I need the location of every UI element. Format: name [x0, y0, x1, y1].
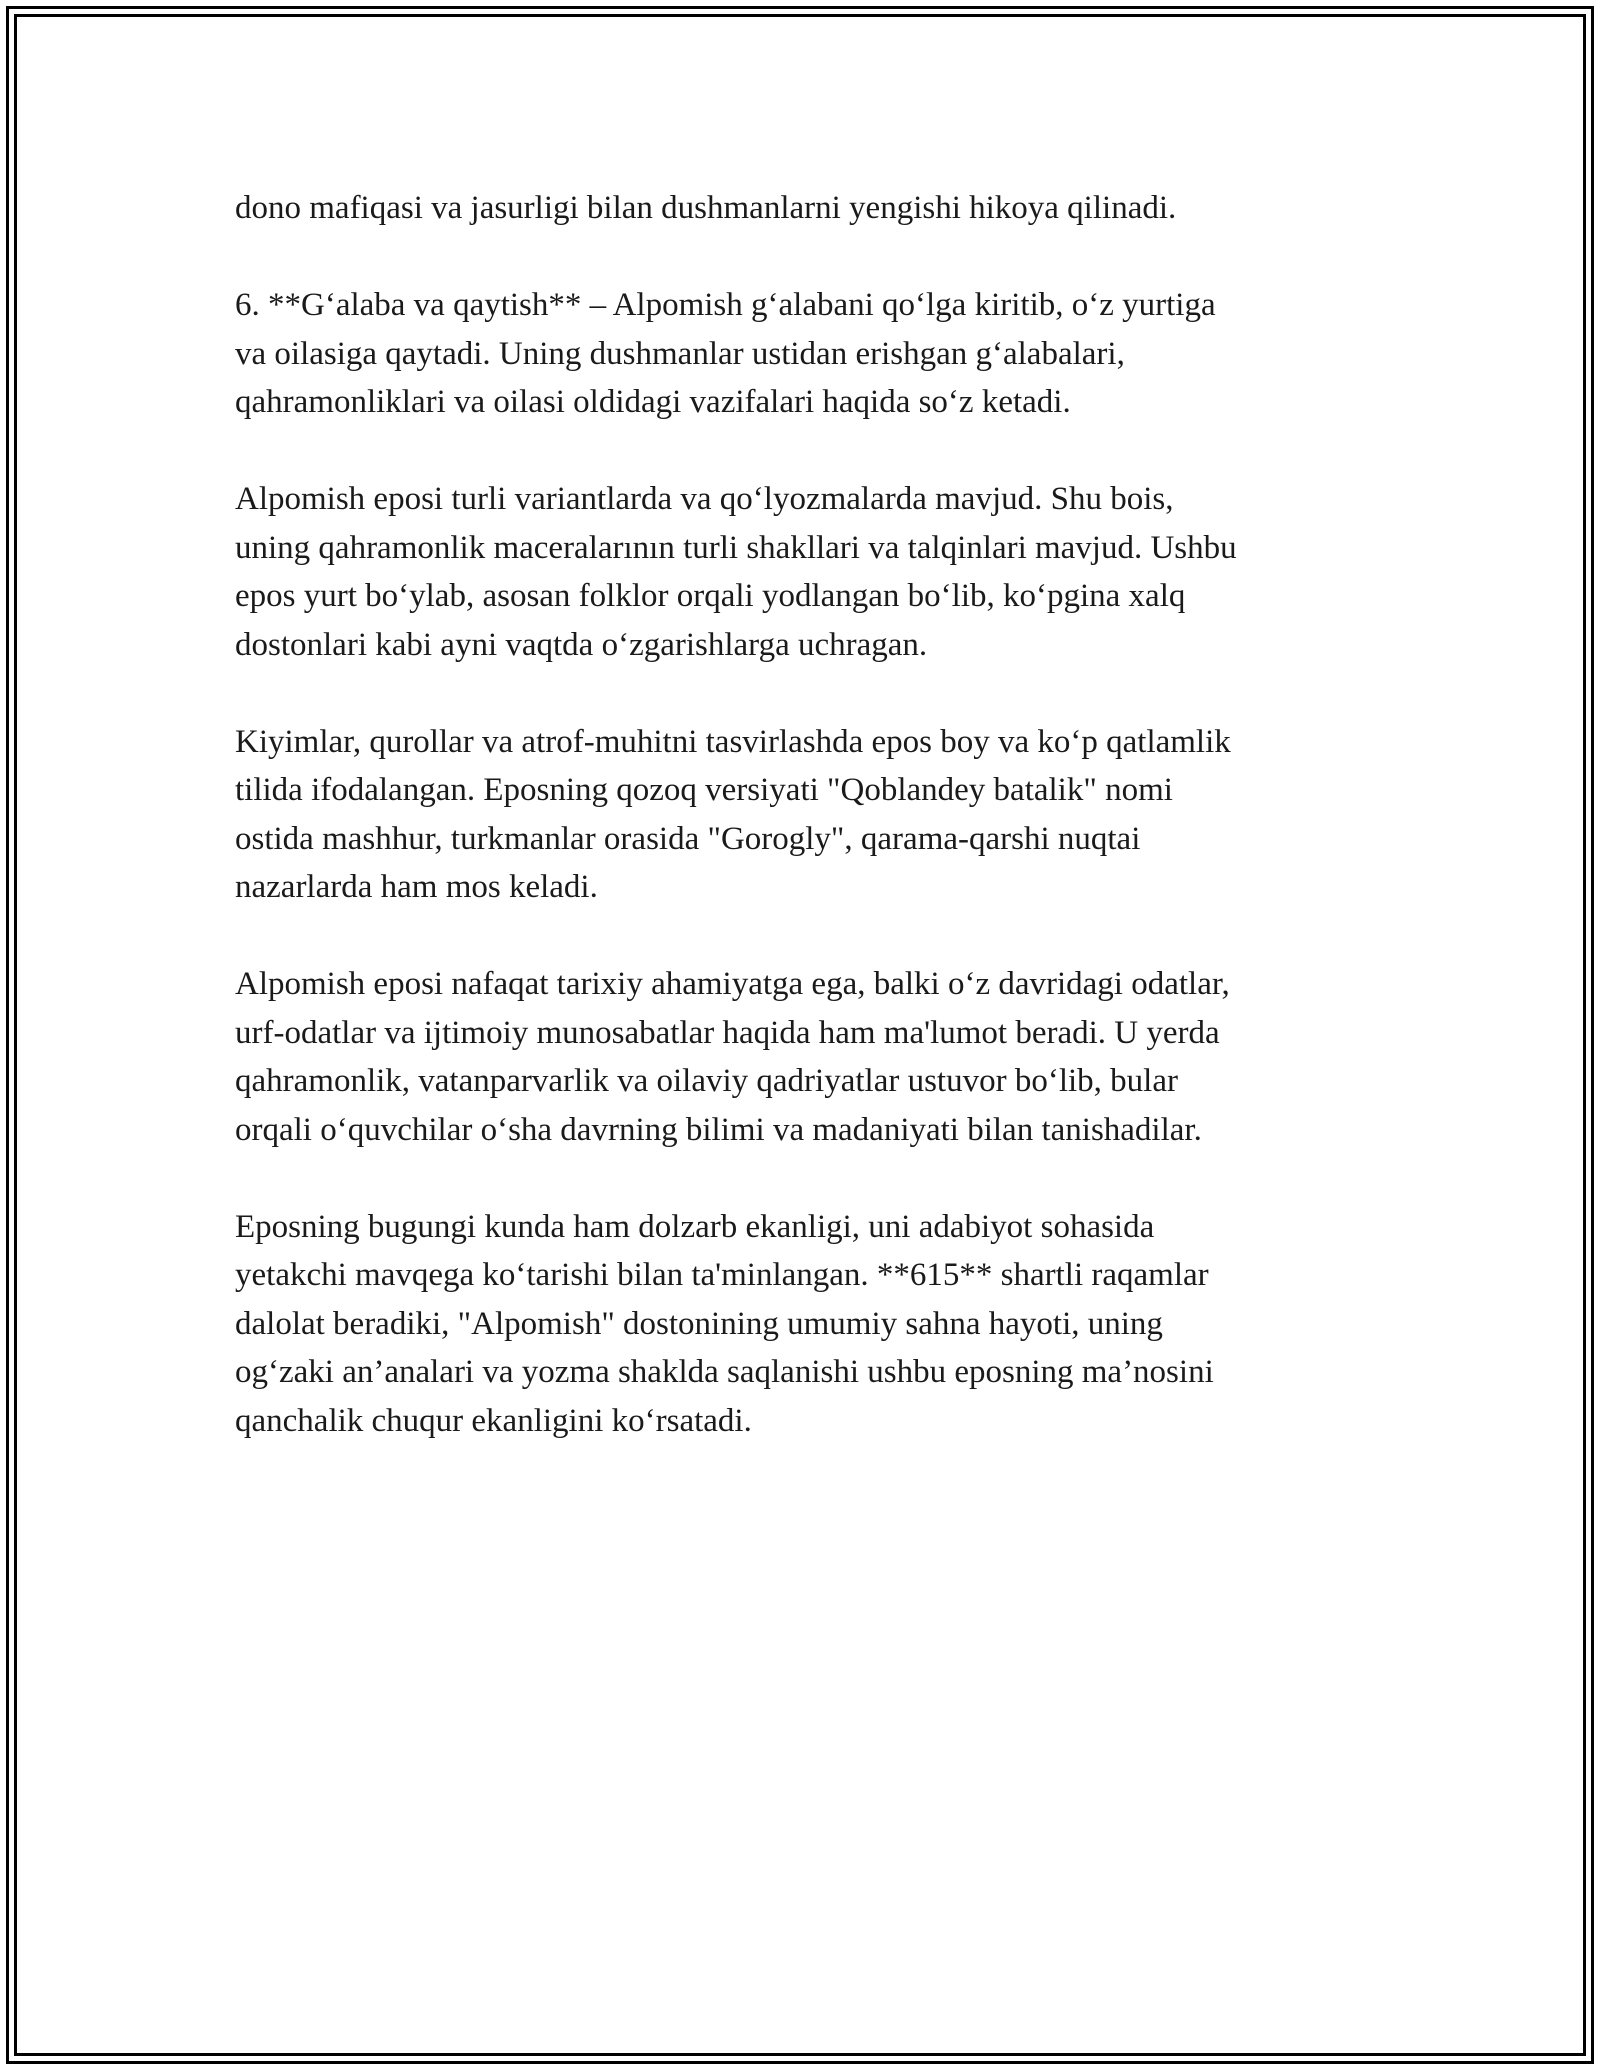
- text-line: Alpomish eposi nafaqat tarixiy ahamiyatga ega, balki o‘z davridagi odatlar,: [235, 966, 1230, 1002]
- text-line: va oilasiga qaytadi. Uning dushmanlar ustidan erishgan g‘alabalari,: [235, 335, 1125, 372]
- text-line: og‘zaki an’analari va yozma shaklda saqlanishi ushbu eposning ma’nosini: [235, 1354, 1214, 1390]
- text-line: ostida mashhur, turkmanlar orasida "Gorogly", qarama-qarshi nuqtai: [235, 820, 1141, 857]
- text-line: Kiyimlar, qurollar va atrof-muhitni tasvirlashda epos boy va ko‘p qatlamlik: [235, 723, 1231, 760]
- text-line: orqali o‘quvchilar o‘sha davrning bilimi va madaniyati bilan tanishadilar.: [235, 1111, 1202, 1148]
- text-line: Alpomish eposi turli variantlarda va qo‘lyozmalarda mavjud. Shu bois,: [235, 481, 1174, 517]
- text-line: Eposning bugungi kunda ham dolzarb ekanligi, uni adabiyot sohasida: [235, 1208, 1155, 1245]
- text-line: dostonlari kabi ayni vaqtda o‘zgarishlarga uchragan.: [235, 626, 928, 663]
- document-body: [235, 184, 1375, 1494]
- text-line: nazarlarda ham mos keladi.: [235, 869, 598, 905]
- paragraph-6: [235, 1203, 1375, 1446]
- text-line: epos yurt bo‘ylab, asosan folklor orqali yodlangan bo‘lib, ko‘pgina xalq: [235, 578, 1186, 614]
- text-line: 6. **G‘alaba va qaytish** – Alpomish g‘alabani qo‘lga kiritib, o‘z yurtiga: [235, 287, 1216, 323]
- text-line: qahramonlik, vatanparvarlik va oilaviy qadriyatlar ustuvor bo‘lib, bular: [235, 1063, 1178, 1099]
- paragraph-3: [235, 475, 1375, 669]
- text-line: uning qahramonlik maceralarının turli shakllari va talqinlari mavjud. Ushbu: [235, 529, 1237, 566]
- paragraph-2: [235, 281, 1375, 427]
- text-line: dono mafiqasi va jasurligi bilan dushmanlarni yengishi hikoya qilinadi.: [235, 190, 1177, 226]
- text-line: tilida ifodalangan. Eposning qozoq versiyati "Qoblandey batalik" nomi: [235, 772, 1173, 808]
- text-line: dalolat beradiki, "Alpomish" dostonining umumiy sahna hayoti, uning: [235, 1305, 1163, 1342]
- paragraph-1: [235, 184, 1375, 233]
- paragraph-4: [235, 718, 1375, 912]
- text-line: qanchalik chuqur ekanligini ko‘rsatadi.: [235, 1402, 752, 1439]
- paragraph-5: [235, 960, 1375, 1154]
- text-line: urf-odatlar va ijtimoiy munosabatlar haqida ham ma'lumot beradi. U yerda: [235, 1014, 1220, 1051]
- text-line: yetakchi mavqega ko‘tarishi bilan ta'minlangan. **615** shartli raqamlar: [235, 1257, 1209, 1293]
- text-line: qahramonliklari va oilasi oldidagi vazifalari haqida so‘z ketadi.: [235, 384, 1071, 420]
